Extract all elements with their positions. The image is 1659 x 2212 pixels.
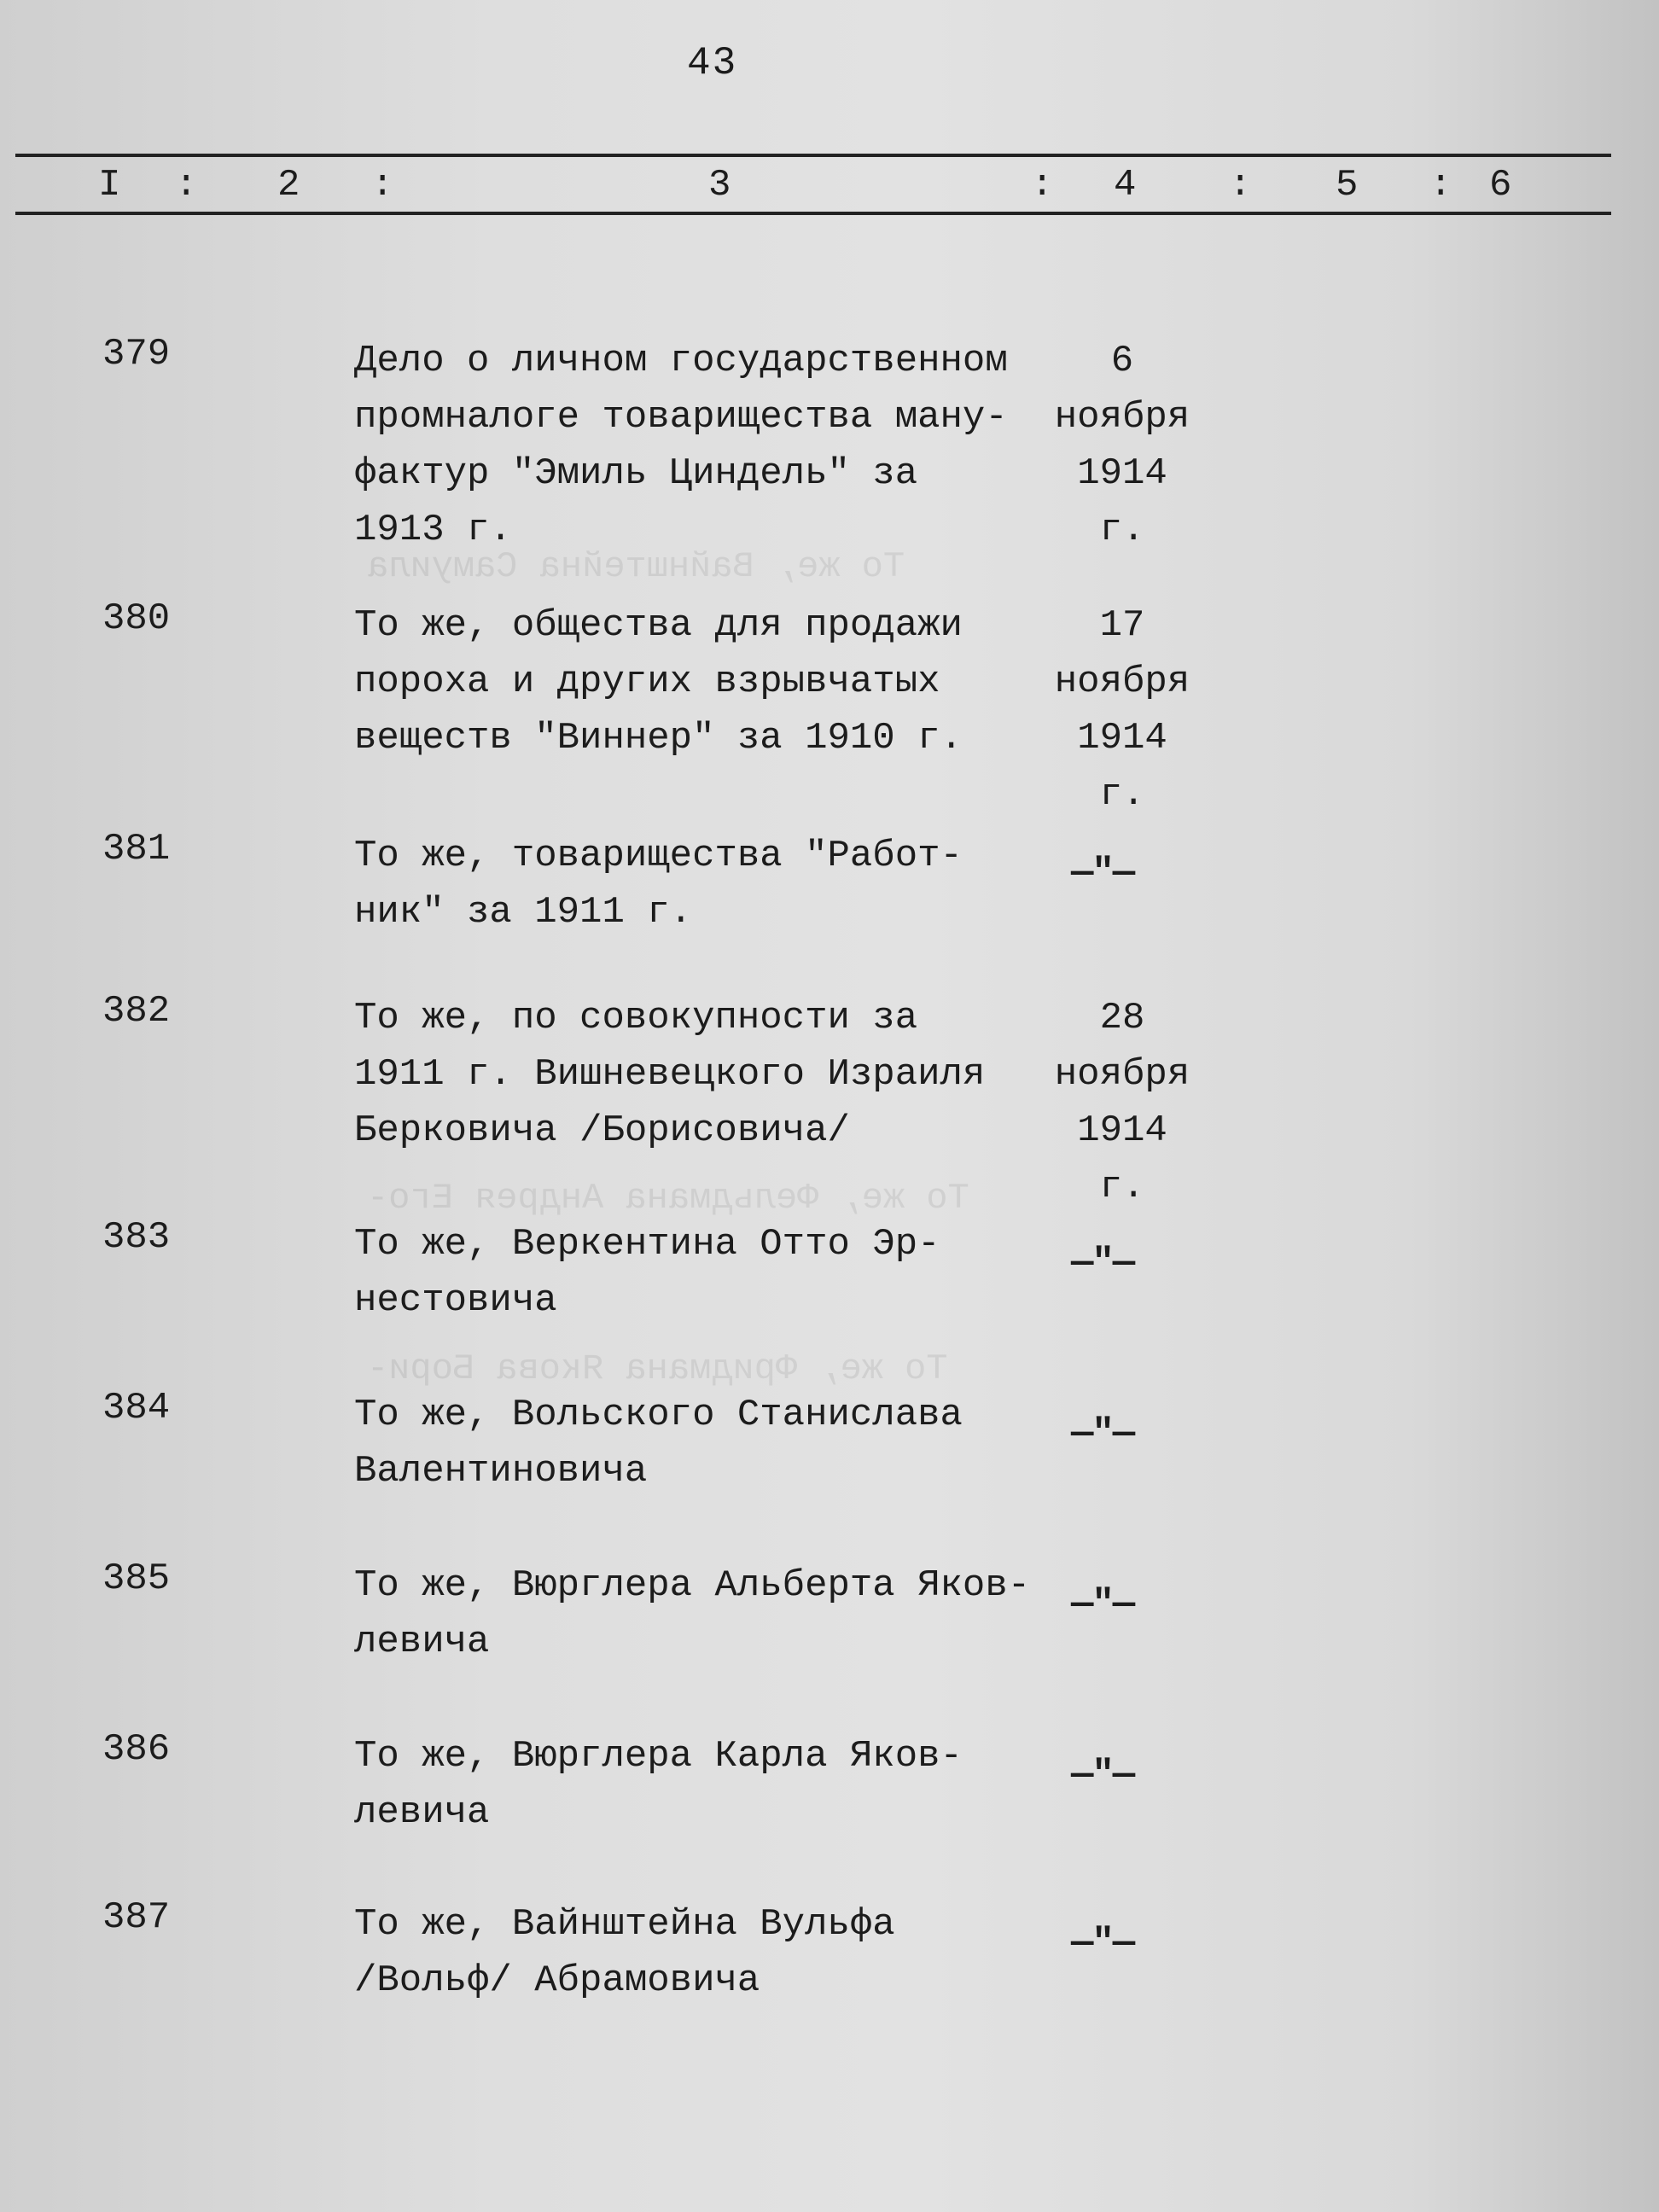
entry-description bbox=[354, 1557, 1054, 1670]
ditto-mark: —"— bbox=[1071, 1242, 1134, 1284]
description-line: пороха и других взрывчатых bbox=[354, 661, 940, 703]
entry-number: 383 bbox=[102, 1216, 171, 1259]
entry-date bbox=[1045, 597, 1199, 823]
date-year: 1914 г. bbox=[1077, 717, 1167, 816]
header-rule-bottom bbox=[15, 212, 1611, 215]
date-year: 1914 г. bbox=[1077, 1109, 1167, 1208]
description-line: То же, Вюрглера Карла Яков- bbox=[354, 1735, 963, 1778]
bleed-through-text: То же, Вайнштейна Самуила bbox=[367, 546, 905, 587]
entry-description bbox=[354, 1728, 1054, 1841]
description-line: То же, Вюрглера Альберта Яков- bbox=[354, 1564, 1031, 1607]
page-number: 43 bbox=[687, 41, 738, 85]
column-header-row bbox=[0, 164, 1659, 205]
description-line: /Вольф/ Абрамовича bbox=[354, 1959, 760, 2002]
entry-description bbox=[354, 1896, 1054, 2009]
column-header-2: 2 bbox=[277, 164, 300, 207]
column-separator: : bbox=[371, 164, 394, 207]
column-header-1: I bbox=[98, 164, 121, 207]
bleed-through-text: То же, Фридмана Якова Бори- bbox=[367, 1348, 948, 1389]
entry-description bbox=[354, 1387, 1054, 1499]
entry-description bbox=[354, 990, 1054, 1159]
description-line: левича bbox=[354, 1621, 490, 1663]
column-header-6: 6 bbox=[1489, 164, 1512, 207]
ditto-mark: —"— bbox=[1071, 1754, 1134, 1796]
entry-number: 384 bbox=[102, 1387, 171, 1429]
bleed-through-text: То же, Фельдмана Андрея Его- bbox=[367, 1178, 969, 1219]
entry-number: 380 bbox=[102, 597, 171, 640]
column-separator: : bbox=[1229, 164, 1252, 207]
date-day: 6 bbox=[1110, 340, 1134, 382]
description-line: Дело о личном государственном bbox=[354, 340, 1008, 382]
entry-number: 379 bbox=[102, 333, 171, 375]
date-month: ноября bbox=[1054, 1053, 1190, 1096]
date-day: 17 bbox=[1099, 604, 1145, 647]
entry-description bbox=[354, 828, 1054, 940]
description-line: То же, товарищества "Работ- bbox=[354, 835, 963, 877]
column-separator: : bbox=[1429, 164, 1452, 207]
description-line: ник" за 1911 г. bbox=[354, 891, 693, 934]
entry-description bbox=[354, 333, 1054, 558]
column-separator: : bbox=[1031, 164, 1054, 207]
description-line: То же, Вольского Станислава bbox=[354, 1394, 963, 1436]
description-line: фактур "Эмиль Циндель" за bbox=[354, 452, 918, 495]
header-rule-top bbox=[15, 154, 1611, 157]
entry-date bbox=[1045, 990, 1199, 1215]
description-line: То же, Вайнштейна Вульфа bbox=[354, 1903, 895, 1946]
date-day: 28 bbox=[1099, 997, 1145, 1039]
entry-number: 381 bbox=[102, 828, 171, 870]
column-separator: : bbox=[175, 164, 198, 207]
date-month: ноября bbox=[1054, 396, 1190, 439]
column-header-3: 3 bbox=[708, 164, 731, 207]
description-line: промналоге товарищества ману- bbox=[354, 396, 1008, 439]
column-header-5: 5 bbox=[1336, 164, 1359, 207]
ditto-mark: —"— bbox=[1071, 852, 1134, 894]
column-header-4: 4 bbox=[1114, 164, 1137, 207]
description-line: Берковича /Борисовича/ bbox=[354, 1109, 850, 1152]
description-line: веществ "Виннер" за 1910 г. bbox=[354, 717, 963, 760]
description-line: То же, общества для продажи bbox=[354, 604, 963, 647]
date-year: 1914 г. bbox=[1077, 452, 1167, 551]
date-month: ноября bbox=[1054, 661, 1190, 703]
entry-date bbox=[1045, 333, 1199, 558]
description-line: 1913 г. bbox=[354, 509, 512, 551]
entry-number: 386 bbox=[102, 1728, 171, 1771]
ditto-mark: —"— bbox=[1071, 1412, 1134, 1455]
description-line: левича bbox=[354, 1791, 490, 1834]
description-line: нестовича bbox=[354, 1279, 557, 1322]
description-line: То же, по совокупности за bbox=[354, 997, 918, 1039]
entry-description bbox=[354, 1216, 1054, 1329]
ditto-mark: —"— bbox=[1071, 1922, 1134, 1965]
entry-description bbox=[354, 597, 1054, 766]
entry-number: 387 bbox=[102, 1896, 171, 1939]
description-line: 1911 г. Вишневецкого Израиля bbox=[354, 1053, 986, 1096]
entry-number: 385 bbox=[102, 1557, 171, 1600]
entry-number: 382 bbox=[102, 990, 171, 1033]
description-line: Валентиновича bbox=[354, 1450, 648, 1493]
description-line: То же, Веркентина Отто Эр- bbox=[354, 1223, 940, 1266]
ditto-mark: —"— bbox=[1071, 1583, 1134, 1626]
